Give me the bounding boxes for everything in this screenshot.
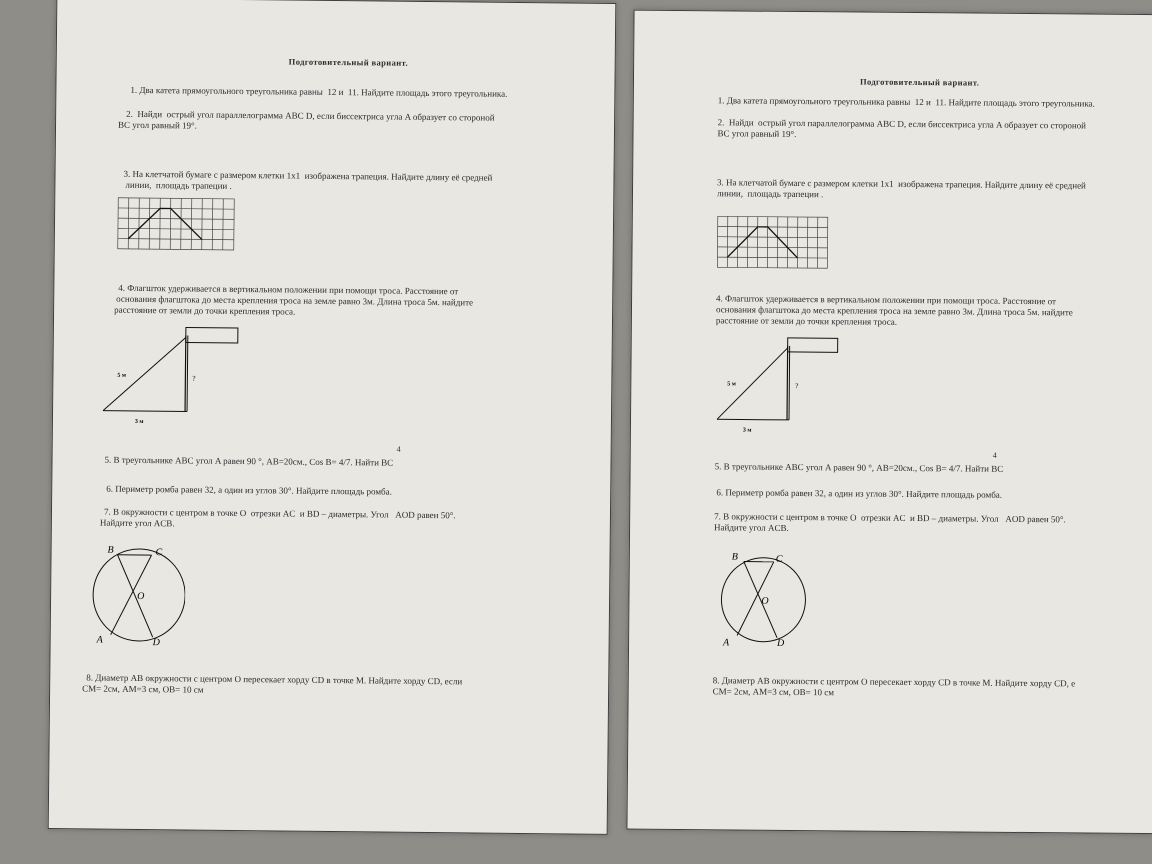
- question-4-line-1: 4. Флагшток удерживается в вертикальном положении при помощи троса. Расстояние от: [118, 282, 459, 297]
- question-3-line-2: линии, площадь трапеции .: [716, 188, 824, 200]
- question-1: 1. Два катета прямоугольного треугольника равны 12 и 11. Найдите площадь этого треугольника.: [717, 95, 1095, 109]
- question-4-line-3: расстояние от земли до точки крепления троса.: [715, 315, 898, 327]
- flagpole-line-inner: [789, 346, 790, 420]
- height-unknown-label: ?: [795, 381, 799, 391]
- point-a-label: A: [723, 637, 730, 649]
- flagpole-line: [185, 335, 186, 411]
- trapezoid-grid-figure: [117, 197, 238, 254]
- flag-shape: [186, 327, 238, 343]
- circle-diameters-figure: [717, 547, 812, 652]
- question-2-line-2: BC угол равный 19°.: [117, 119, 197, 131]
- rope-length-label: 5 м: [117, 372, 127, 379]
- question-8-line-1: 8. Диаметр AB окружности с центром O пересекает хорду CD в точке M. Найдите хорду CD, е: [712, 675, 1076, 689]
- diameter-bd: [117, 555, 154, 637]
- question-8-line-2: CM= 2см, AM=3 см, OB= 10 см: [82, 683, 204, 695]
- point-a-label: A: [96, 634, 103, 646]
- question-7-line-1: 7. В окружности с центром в точке O отрезки AC и BD – диаметры. Угол AOD равен 50°.: [714, 511, 1066, 525]
- center-o-label: O: [761, 595, 769, 607]
- worksheet-right: [626, 10, 1152, 835]
- question-4-line-1: 4. Флагшток удерживается в вертикальном положении при помощи троса. Расстояние от: [716, 293, 1057, 307]
- ground-length-label: 3 м: [742, 427, 752, 434]
- question-2-line-2: BC угол равный 19°.: [717, 128, 797, 139]
- flag-shape: [788, 338, 838, 352]
- question-6: 6. Периметр ромба равен 32, а один из углов 30°. Найдите площадь ромба.: [716, 487, 1003, 500]
- height-unknown-label: ?: [192, 374, 196, 383]
- flagpole-line-inner: [187, 335, 188, 411]
- ground-line: [717, 419, 789, 420]
- ground-length-label: 3 м: [134, 418, 144, 426]
- question-5: 5. В треугольнике ABC угол A равен 90 °, AB=20см., Cos B= 4/7. Найти BC: [714, 461, 1004, 474]
- question-7-line-2: Найдите угол ACB.: [99, 517, 175, 529]
- rope-line: [103, 337, 186, 412]
- point-d-label: D: [152, 637, 160, 649]
- page-title: Подготовительный вариант.: [288, 56, 409, 68]
- flagpole-figure: [101, 325, 242, 426]
- question-4-line-2: основания флагштока до места крепления троса на земле равно 3м. Длина троса 5м. найдите: [715, 304, 1073, 318]
- question-2-line-1: 2. Найди острый угол параллелограмма ABC D, если биссектриса угла A образует со стороной: [126, 108, 495, 123]
- worksheet-left: [48, 0, 617, 835]
- flagpole-figure: [715, 335, 846, 436]
- grid-lines: [118, 198, 235, 250]
- question-3-line-1: 3. На клетчатой бумаге с размером клетки 1х1 изображена трапеция. Найдите длину её средней: [123, 168, 493, 183]
- ground-line: [103, 411, 187, 412]
- point-d-label: D: [777, 637, 785, 649]
- question-3-line-1: 3. На клетчатой бумаге с размером клетки 1х1 изображена трапеция. Найдите длину её средней: [717, 177, 1086, 191]
- page-title: Подготовительный вариант.: [859, 76, 980, 88]
- question-8-line-1: 8. Диаметр AB окружности с центром O пересекает хорду CD в точке M. Найдите хорду CD, если: [86, 672, 463, 687]
- grid-lines: [717, 216, 827, 268]
- point-b-label: B: [731, 551, 738, 563]
- point-c-label: C: [155, 547, 163, 559]
- point-b-label: B: [107, 544, 114, 556]
- circle-diameters-figure: [91, 542, 186, 649]
- diameter-ac: [111, 555, 152, 635]
- question-4-line-3: расстояние от земли до точки крепления троса.: [114, 304, 296, 317]
- trapezoid-grid-figure: [716, 215, 832, 272]
- question-5-fraction-numerator: 4: [396, 444, 401, 454]
- rope-length-label: 5 м: [727, 381, 736, 388]
- question-7-line-1: 7. В окружности с центром в точке O отрезки AC и BD – диаметры. Угол AOD равен 50°.: [103, 506, 456, 521]
- question-4-line-2: основания флагштока до места крепления троса на земле равно 3м. Длина троса 5м. найдите: [116, 293, 474, 308]
- flagpole-line: [787, 346, 788, 420]
- question-7-line-2: Найдите угол ACB.: [714, 522, 789, 533]
- point-c-label: C: [775, 553, 783, 565]
- question-5-fraction-numerator: 4: [992, 450, 997, 460]
- center-o-label: O: [137, 590, 145, 603]
- question-5: 5. В треугольнике ABC угол A равен 90 °, AB=20см., Cos B= 4/7. Найти BC: [104, 454, 394, 468]
- question-1: 1. Два катета прямоугольного треугольника равны 12 и 11. Найдите площадь этого треугольника.: [130, 84, 508, 99]
- question-6: 6. Периметр ромба равен 32, а один из углов 30°. Найдите площадь ромба.: [106, 483, 392, 497]
- question-3-line-2: линии, площадь трапеции .: [125, 179, 232, 191]
- question-2-line-1: 2. Найди острый угол параллелограмма ABC D, если биссектриса угла A образует со стороной: [717, 117, 1087, 131]
- question-8-line-2: CM= 2см, AM=3 см, OB= 10 см: [712, 686, 834, 698]
